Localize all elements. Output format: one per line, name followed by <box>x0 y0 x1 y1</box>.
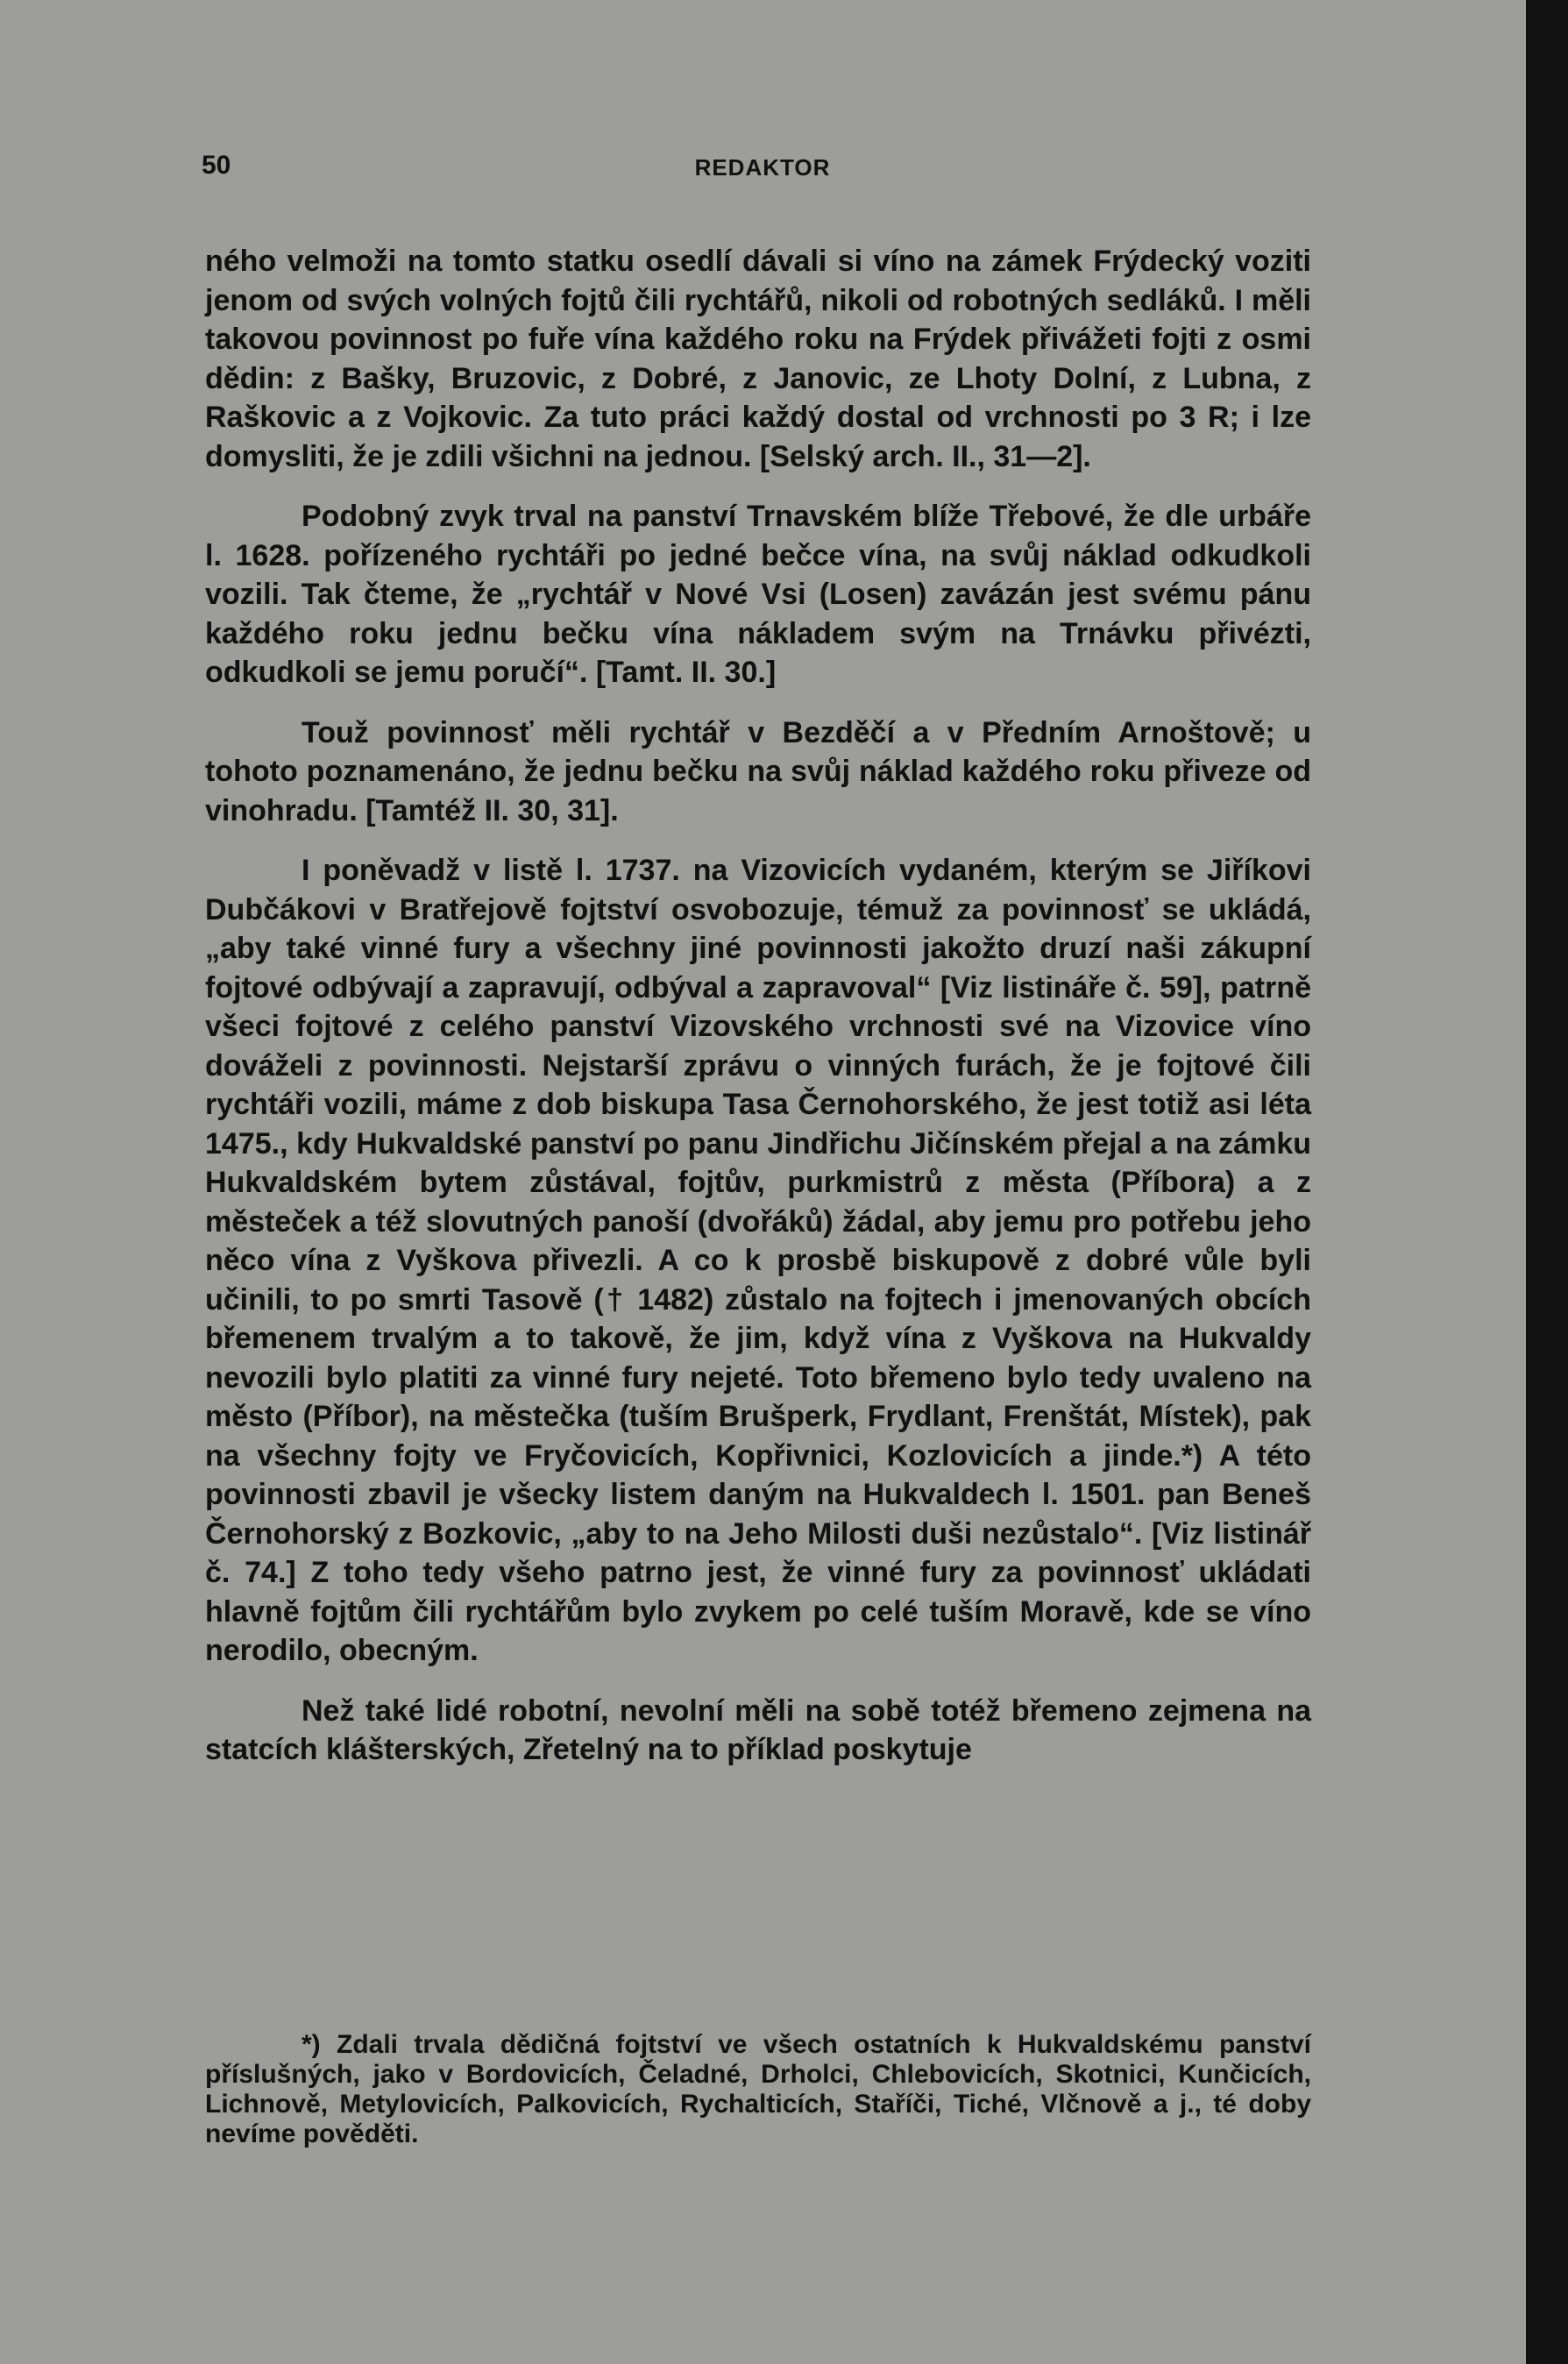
body-text <box>205 242 1311 1770</box>
page-number: 50 <box>202 151 231 180</box>
paragraph: ného velmoži na tomto statku osedlí dávali si víno na zámek Frýdecký voziti jenom od svých volných fojtů čili rychtářů, nikoli od robotných sedláků. I měli takovou povinnost po fuře vína každého roku na Frýdek přivážeti fojti z osmi dědin: z Bašky, Bruzovic, z Dobré, z Janovic, ze Lhoty Dolní, z Lubna, z Raškovic a z Vojkovic. Za tuto práci každý dostal od vrchnosti po 3 R; i lze domysliti, že je zdili všichni na jednou. [Selský arch. II., 31—2]. <box>205 245 1311 473</box>
paragraph: I poněvadž v listě l. 1737. na Vizovicích vydaném, kterým se Jiříkovi Dubčákovi v Bratřejově fojtství osvobozuje, témuž za povinnosť se ukládá, „aby také vinné fury a všechny jiné povinnosti jakožto druzí naši zákupní fojtové odbývají a zapravují, odbýval a zapravoval“ [Viz listináře č. 59], patrně všeci fojtové z celého panství Vizovského vrchnosti své na Vizovice víno dováželi z povinnosti. Nejstarší zprávu o vinných furách, že je fojtové čili rychtáři vozili, máme z dob biskupa Tasa Černohorského, že jest totiž asi léta 1475., kdy Hukvaldské panství po panu Jindřichu Jičínském přejal a na zámku Hukvaldském bytem zůstával, fojtův, purkmistrů z města (Příbora) a z městeček a též slovutných panoší (dvořáků) žádal, aby jemu pro potřebu jeho něco vína z Vyškova přivezli. A co k prosbě biskupově z dobré vůle byli učinili, to po smrti Tasově († 1482) zůstalo na fojtech i jmenovaných obcích břemenem trvalým a to takově, že jim, když vína z Vyškova na Hukvaldy nevozili bylo platiti za vinné fury nejeté. Toto břemeno bylo tedy uvaleno na město (Příbor), na městečka (tuším Brušperk, Frydlant, Frenštát, Místek), pak na všechny fojty ve Fryčovicích, Kopřivnici, Kozlovicích a jinde.*) A této povinnosti zbavil je všecky listem daným na Hukvaldech l. 1501. pan Beneš Černohorský z Bozkovic, „aby to na Jeho Milosti duši nezůstalo“. [Viz listinář č. 74.] Z toho tedy všeho patrno jest, že vinné fury za povinnosť ukládati hlavně fojtům čili rychtářům bylo zvykem po celé tuším Moravě, kde se víno nerodilo, obecným. <box>205 854 1311 1667</box>
paragraph: Podobný zvyk trval na panství Trnavském blíže Třebové, že dle urbáře l. 1628. pořízeného rychtáři po jedné bečce vína, na svůj náklad odkudkoli vozili. Tak čteme, že „rychtář v Nové Vsi (Losen) zavázán jest svému pánu každého roku jednu bečku vína nákladem svým na Trnávku přivézti, odkudkoli se jemu poručí“. [Tamt. II. 30.] <box>205 500 1311 689</box>
page-header <box>202 151 1323 186</box>
running-title: REDAKTOR <box>694 154 831 181</box>
paragraph: Touž povinnosť měli rychtář v Bezděčí a v Předním Arnoštově; u tohoto poznamenáno, že jednu bečku na svůj náklad každého roku přiveze od vinohradu. [Tamtéž II. 30, 31]. <box>205 715 1311 827</box>
paragraph: Než také lidé robotní, nevolní měli na sobě totéž břemeno zejmena na statcích klášterských, Zřetelný na to příklad poskytuje <box>205 1693 1311 1766</box>
footnote: *) Zdali trvala dědičná fojtství ve všech ostatních k Hukvaldskému panství příslušných, jako v Bordovicích, Čeladné, Drholci, Chlebovicích, Skotnici, Kunčicích, Lichnově, Metylovicích, Palkovicích, Rychalticích, Staříči, Tiché, Vlčnově a j., té doby nevíme pověděti. <box>205 2030 1311 2148</box>
scan-edge <box>1526 0 1568 2364</box>
